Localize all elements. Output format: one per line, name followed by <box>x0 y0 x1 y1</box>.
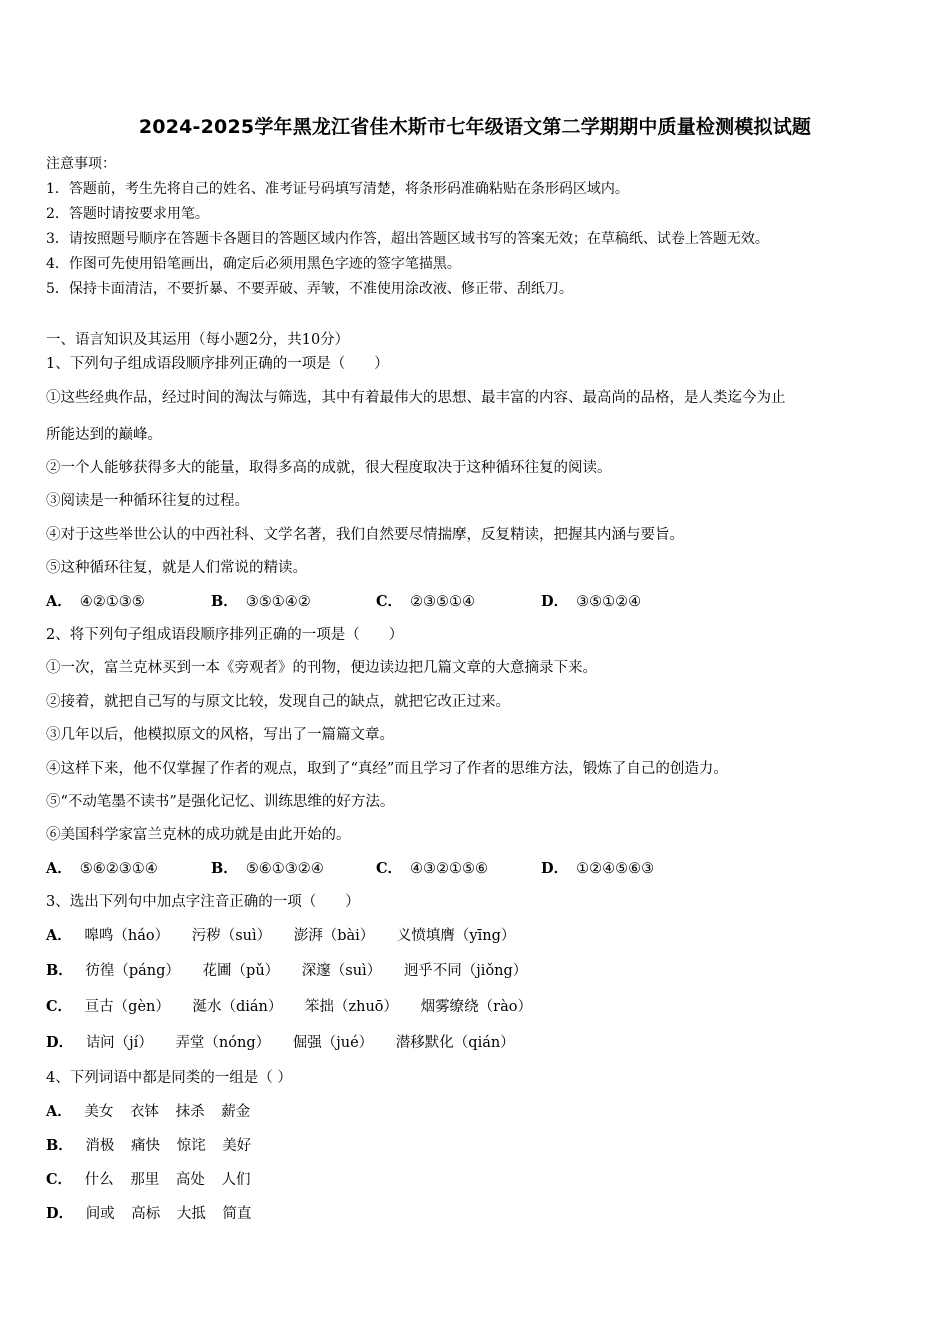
option-a[interactable]: A． ④②①③⑤ <box>46 593 145 610</box>
sentence: ③几年以后，他模拟原文的风格，写出了一篇篇文章。 <box>46 727 394 743</box>
option-d[interactable]: D． ③⑤①②④ <box>541 593 642 610</box>
word: 痛快 <box>130 1138 160 1154</box>
word: 衣钵 <box>129 1104 159 1120</box>
option-d[interactable]: D． 间或 高标 大抵 简直 <box>46 1202 264 1223</box>
word: 美好 <box>222 1138 252 1154</box>
question-stem: 1、下列句子组成语段顺序排列正确的一项是（ ） <box>46 356 389 372</box>
sentence: ⑤这种循环往复，就是人们常说的精读。 <box>46 560 307 576</box>
notice-item: 4．作图可先使用铅笔画出，确定后必须用黑色字迹的签字笔描黑。 <box>46 256 461 272</box>
sentence: ①这些经典作品，经过时间的淘汰与筛选，其中有着最伟大的思想、最丰富的内容、最高尚的品格，是人类迄今为止 <box>46 390 786 406</box>
option-c[interactable]: C． ④③②①⑤⑥ <box>376 860 489 877</box>
word: 污秽（suì） <box>191 928 272 944</box>
sentence: ①一次，富兰克林买到一本《旁观者》的刊物，便边读边把几篇文章的大意摘录下来。 <box>46 660 597 676</box>
word: 简直 <box>222 1206 252 1222</box>
word: 倔强（jué） <box>292 1035 374 1051</box>
word: 大抵 <box>176 1206 206 1222</box>
notice-item: 1．答题前，考生先将自己的姓名、准考证号码填写清楚，将条形码准确粘贴在条形码区域内。 <box>46 181 629 197</box>
word: 弄堂（nóng） <box>175 1035 271 1051</box>
sentence: ④对于这些举世公认的中西社科、文学名著，我们自然要尽情揣摩，反复精读，把握其内涵与要旨。 <box>46 527 684 543</box>
word: 彷徨（páng） <box>85 963 180 979</box>
question-stem: 4、下列词语中都是同类的一组是（ ） <box>46 1070 292 1086</box>
notice-item: 3．请按照题号顺序在答题卡各题目的答题区域内作答，超出答题区域书写的答案无效；在草稿纸、试卷上答题无效。 <box>46 231 769 247</box>
word: 潜移默化（qián） <box>395 1035 515 1051</box>
word: 消极 <box>85 1138 115 1154</box>
notice-heading: 注意事项： <box>46 156 116 172</box>
word: 嗥鸣（háo） <box>84 928 170 944</box>
option-a[interactable]: A． 嗥鸣（háo） 污秽（suì） 澎湃（bài） 义愤填膺（yīng） <box>46 924 533 945</box>
word: 抹杀 <box>175 1104 205 1120</box>
word: 亘古（gèn） <box>84 999 170 1015</box>
word: 高处 <box>175 1172 205 1188</box>
sentence: ④这样下来，他不仅掌握了作者的观点，取到了“真经”而且学习了作者的思维方法，锻炼了自己的创造力。 <box>46 761 728 777</box>
word: 惊诧 <box>176 1138 206 1154</box>
option-c[interactable]: C． ②③⑤①④ <box>376 593 476 610</box>
sentence: ②接着，就把自己写的与原文比较，发现自己的缺点，就把它改正过来。 <box>46 694 510 710</box>
option-b[interactable]: B． ③⑤①④② <box>211 593 311 610</box>
word: 澎湃（bài） <box>293 928 375 944</box>
option-c[interactable]: C． 亘古（gèn） 涎水（dián） 笨拙（zhuō） 烟雾缭绕（rào） <box>46 995 550 1016</box>
question-stem: 2、将下列句子组成语段顺序排列正确的一项是（ ） <box>46 627 404 643</box>
option-a[interactable]: A． 美女 衣钵 抹杀 薪金 <box>46 1100 262 1121</box>
word: 高标 <box>131 1206 161 1222</box>
word: 薪金 <box>221 1104 251 1120</box>
option-d[interactable]: D． ①②④⑤⑥③ <box>541 860 655 877</box>
word: 笨拙（zhuō） <box>304 999 399 1015</box>
sentence: ③阅读是一种循环往复的过程。 <box>46 493 249 509</box>
word: 义愤填膺（yīng） <box>396 928 516 944</box>
word: 美女 <box>84 1104 114 1120</box>
sentence: ②一个人能够获得多大的能量，取得多高的成就，很大程度取决于这种循环往复的阅读。 <box>46 460 612 476</box>
option-d[interactable]: D． 诘问（jí） 弄堂（nóng） 倔强（jué） 潜移默化（qián） <box>46 1031 533 1052</box>
word: 那里 <box>130 1172 160 1188</box>
word: 花圃（pǔ） <box>202 963 280 979</box>
word: 烟雾缭绕（rào） <box>420 999 532 1015</box>
section-heading: 一、语言知识及其运用（每小题2分，共10分） <box>46 332 350 348</box>
word: 人们 <box>221 1172 251 1188</box>
page-title: 2024-2025学年黑龙江省佳木斯市七年级语文第二学期期中质量检测模拟试题 <box>138 116 812 138</box>
option-b[interactable]: B． 彷徨（páng） 花圃（pǔ） 深邃（suì） 迥乎不同（jiǒng） <box>46 959 545 980</box>
question-stem: 3、选出下列句中加点字注音正确的一项（ ） <box>46 894 360 910</box>
word: 迥乎不同（jiǒng） <box>403 963 528 979</box>
sentence: ⑤“不动笔墨不读书”是强化记忆、训练思维的好方法。 <box>46 794 395 810</box>
notice-item: 5．保持卡面清洁，不要折暴、不要弄破、弄皱，不准使用涂改液、修正带、刮纸刀。 <box>46 281 573 297</box>
option-b[interactable]: B． ⑤⑥①③②④ <box>211 860 324 877</box>
option-a[interactable]: A． ⑤⑥②③①④ <box>46 860 158 877</box>
word: 深邃（suì） <box>301 963 382 979</box>
word: 间或 <box>85 1206 115 1222</box>
sentence: 所能达到的巅峰。 <box>46 427 162 443</box>
notice-item: 2．答题时请按要求用笔。 <box>46 206 209 222</box>
sentence: ⑥美国科学家富兰克林的成功就是由此开始的。 <box>46 827 351 843</box>
word: 诘问（jí） <box>85 1035 153 1051</box>
word: 什么 <box>84 1172 114 1188</box>
option-c[interactable]: C． 什么 那里 高处 人们 <box>46 1168 262 1189</box>
word: 涎水（dián） <box>192 999 283 1015</box>
option-b[interactable]: B． 消极 痛快 惊诧 美好 <box>46 1134 263 1155</box>
